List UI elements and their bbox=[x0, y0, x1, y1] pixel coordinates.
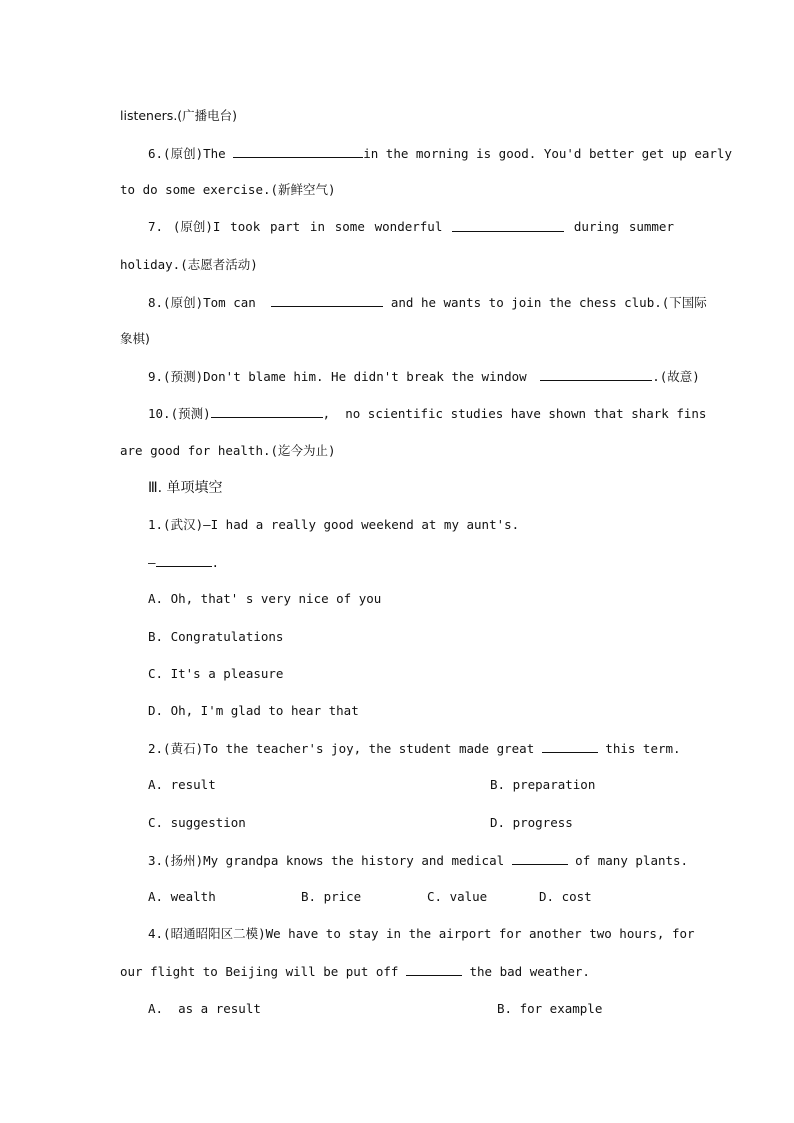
mc3-option-b[interactable]: B. price bbox=[301, 889, 362, 904]
question-10-line-2: are good for health.(迄今为止) bbox=[120, 443, 336, 458]
mc-question-1-reply bbox=[148, 554, 219, 571]
question-2-prefix: 2.(黄石)To the teacher's joy, the student made great bbox=[148, 741, 542, 756]
question-6-prefix: 6.(原创)The bbox=[148, 146, 234, 161]
answer-blank-7[interactable] bbox=[452, 219, 564, 232]
reply-dash: — bbox=[148, 555, 156, 570]
mc3-option-a[interactable]: A. wealth bbox=[148, 889, 216, 904]
question-10-prefix: 10.(预测) bbox=[148, 406, 211, 421]
question-4-prefix: our flight to Beijing will be put off bbox=[120, 964, 406, 979]
answer-blank-6[interactable] bbox=[233, 145, 363, 158]
q7-word: some bbox=[334, 219, 365, 234]
question-6-line-2: to do some exercise.(新鲜空气) bbox=[120, 182, 336, 197]
q7-word: wonderful bbox=[374, 219, 443, 234]
q7-word: (原创)I bbox=[172, 219, 221, 234]
answer-blank-mc3[interactable] bbox=[512, 852, 568, 865]
mc-question-4-line-2 bbox=[120, 963, 590, 980]
question-6-line-1 bbox=[148, 145, 732, 162]
answer-blank-mc4[interactable] bbox=[406, 963, 462, 976]
mc-question-1: 1.(武汉)—I had a really good weekend at my aunt's. bbox=[148, 517, 520, 532]
q7-word: part bbox=[270, 219, 301, 234]
mc2-option-d[interactable]: D. progress bbox=[490, 815, 573, 830]
mc-question-4-line-1: 4.(昭通昭阳区二模)We have to stay in the airport for another two hours, for bbox=[148, 926, 695, 941]
q7-word: took bbox=[230, 219, 261, 234]
answer-blank-10[interactable] bbox=[211, 405, 323, 418]
mc1-option-d[interactable]: D. Oh, I'm glad to hear that bbox=[148, 703, 359, 718]
question-7-line-1 bbox=[148, 219, 674, 235]
question-9-line bbox=[148, 368, 700, 385]
mc4-option-a[interactable]: A. as a result bbox=[148, 1001, 261, 1016]
question-10-suffix: , no scientific studies have shown that shark fins bbox=[322, 406, 707, 421]
answer-blank-8[interactable] bbox=[271, 294, 383, 307]
mc3-option-c[interactable]: C. value bbox=[427, 889, 488, 904]
question-4-suffix: the bad weather. bbox=[461, 964, 590, 979]
question-10-line-1 bbox=[148, 405, 706, 422]
answer-blank-9[interactable] bbox=[540, 368, 652, 381]
q7-word: during bbox=[573, 219, 620, 234]
mc2-option-a[interactable]: A. result bbox=[148, 777, 216, 792]
question-8-suffix: and he wants to join the chess club.(下国际 bbox=[383, 295, 707, 310]
question-9-prefix: 9.(预测)Don't blame him. He didn't break the window bbox=[148, 369, 535, 384]
mc-question-2 bbox=[148, 740, 681, 757]
question-2-suffix: this term. bbox=[597, 741, 681, 756]
question-7-line-2: holiday.(志愿者活动) bbox=[120, 257, 258, 272]
question-8-line-1 bbox=[148, 294, 707, 311]
mc1-option-c[interactable]: C. It's a pleasure bbox=[148, 666, 284, 681]
question-3-suffix: of many plants. bbox=[567, 853, 689, 868]
q7-word: 7. bbox=[148, 219, 164, 234]
question-8-line-2: 象棋) bbox=[120, 331, 150, 346]
q7-word: in bbox=[309, 219, 325, 234]
line-listeners: listeners.(广播电台) bbox=[120, 108, 238, 123]
mc2-option-b[interactable]: B. preparation bbox=[490, 777, 596, 792]
q7-word: summer bbox=[628, 219, 674, 234]
mc3-option-d[interactable]: D. cost bbox=[539, 889, 592, 904]
question-8-prefix: 8.(原创)Tom can bbox=[148, 295, 264, 310]
mc2-option-c[interactable]: C. suggestion bbox=[148, 815, 246, 830]
mc1-option-b[interactable]: B. Congratulations bbox=[148, 629, 284, 644]
mc-question-3 bbox=[148, 852, 688, 869]
question-9-suffix: .(故意) bbox=[652, 369, 700, 384]
mc1-option-a[interactable]: A. Oh, that' s very nice of you bbox=[148, 591, 382, 606]
question-6-suffix: in the morning is good. You'd better get up early bbox=[363, 146, 732, 161]
reply-period: . bbox=[211, 555, 220, 570]
answer-blank-mc1[interactable] bbox=[156, 554, 212, 567]
question-3-prefix: 3.(扬州)My grandpa knows the history and medical bbox=[148, 853, 512, 868]
answer-blank-mc2[interactable] bbox=[542, 740, 598, 753]
section-heading: Ⅲ. 单项填空 bbox=[148, 480, 223, 496]
mc4-option-b[interactable]: B. for example bbox=[497, 1001, 603, 1016]
